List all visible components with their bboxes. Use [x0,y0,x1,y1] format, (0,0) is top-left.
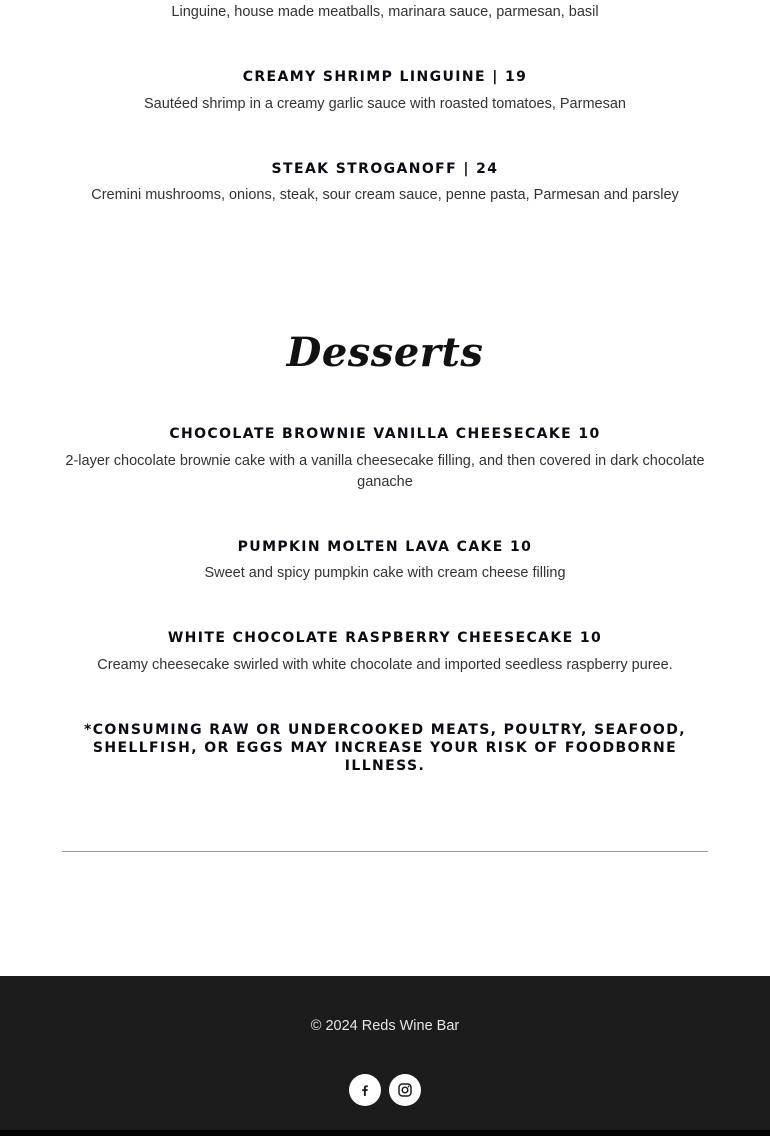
footer-bottom-bar [0,1130,770,1136]
menu-item-description: Sautéed shrimp in a creamy garlic sauce with roasted tomatoes, Parmesan [144,96,626,112]
site-footer [0,976,770,1136]
menu-item-name: PUMPKIN MOLTEN LAVA CAKE 10 [237,539,533,555]
section-divider [62,851,708,852]
facebook-icon [358,1083,372,1097]
menu-item-description: Creamy cheesecake swirled with white chocolate and imported seedless raspberry puree. [97,657,673,673]
copyright-text: © 2024 Reds Wine Bar [310,1018,460,1034]
menu-item-description: Cremini mushrooms, onions, steak, sour cream sauce, penne pasta, Parmesan and parsley [91,187,679,203]
food-safety-warning: *CONSUMING RAW OR UNDERCOOKED MEATS, POULTRY, SEAFOOD, SHELLFISH, OR EGGS MAY INCREASE YOUR RISK OF FOODBORNE ILLNESS. [84,722,686,774]
menu-item-name: WHITE CHOCOLATE RASPBERRY CHEESECAKE 10 [167,630,603,646]
instagram-link[interactable] [389,1074,421,1106]
menu-item-description: 2-layer chocolate brownie cake with a vanilla cheesecake filling, and then covered in dark chocolate ganache [65,453,705,490]
menu-item-name: STEAK STROGANOFF | 24 [271,161,499,177]
section-title-desserts: Desserts [286,329,484,376]
menu-item-name: CREAMY SHRIMP LINGUINE | 19 [242,69,528,85]
menu-item-description: Sweet and spicy pumpkin cake with cream cheese filling [204,565,566,581]
menu-item-description: Linguine, house made meatballs, marinara sauce, parmesan, basil [171,4,599,20]
facebook-link[interactable] [349,1074,381,1106]
menu-item-name: CHOCOLATE BROWNIE VANILLA CHEESECAKE 10 [169,426,601,442]
instagram-icon [397,1082,413,1098]
